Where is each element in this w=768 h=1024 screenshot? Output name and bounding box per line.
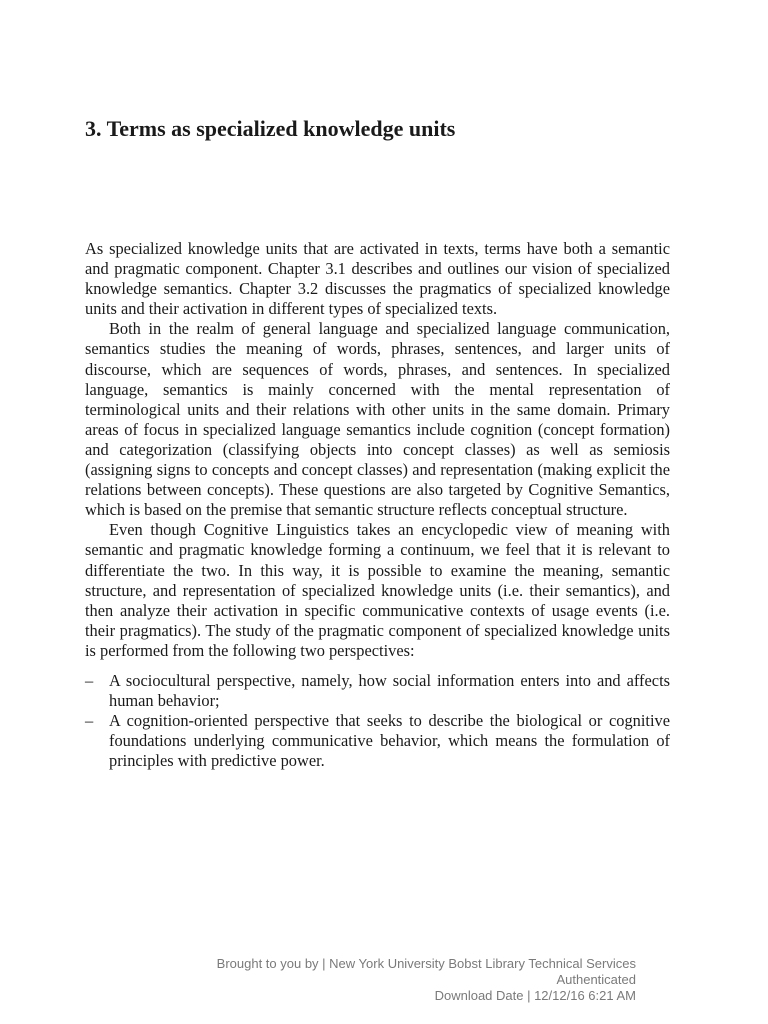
list-dash: – [85,711,94,731]
perspectives-list [85,671,670,771]
access-footer [217,956,636,1004]
body-text [85,239,670,771]
list-item-text: A sociocultural perspective, namely, how social information enters into and affects human behavior; [109,670,670,711]
list-item [85,711,670,771]
paragraph-semantics: Both in the realm of general language and specialized language communication, semantics studies the meaning of words, phrases, sentences, and larger units of discourse, which are sequences of words, phrases, and sentences. In specialized language, semantics is mainly concerned with the mental representation of terminological units and their relations with other units in the same domain. Primary areas of focus in specialized language semantics include cognition (concept formation) and categorization (classifying objects into concept classes) as well as semiosis (assigning signs to concepts and concept classes) and representation (making explicit the relations between concepts). These questions are also targeted by Cognitive Semantics, which is based on the premise that semantic structure reflects conceptual structure. [85,319,670,520]
footer-provider: Brought to you by | New York University Bobst Library Technical Services [216,956,636,971]
footer-download-date: Download Date | 12/12/16 6:21 AM [434,988,636,1003]
chapter-title: 3. Terms as specialized knowledge units [85,116,456,141]
paragraph-intro: As specialized knowledge units that are activated in texts, terms have both a semantic and pragmatic component. Chapter 3.1 describes and outlines our vision of specialized knowledge semantics. Chapter 3.2 discusses the pragmatics of specialized knowledge units and their activation in different types of specialized texts. [85,239,670,319]
list-dash: – [85,670,94,690]
list-item-text: A cognition-oriented perspective that seeks to describe the biological or cognitive foundations underlying communicative behavior, which means the formulation of principles with predictive power. [109,711,670,771]
paragraph-pragmatics: Even though Cognitive Linguistics takes an encyclopedic view of meaning with semantic and pragmatic knowledge forming a continuum, we feel that it is relevant to differentiate the two. In this way, it is possible to examine the meaning, semantic structure, and representation of specialized knowledge units (i.e. their semantics), and then analyze their activation in specific communicative contexts of usage events (i.e. their pragmatics). The study of the pragmatic component of specialized knowledge units is performed from the following two perspectives: [85,520,670,660]
footer-authenticated: Authenticated [556,972,636,987]
list-item [85,671,670,711]
